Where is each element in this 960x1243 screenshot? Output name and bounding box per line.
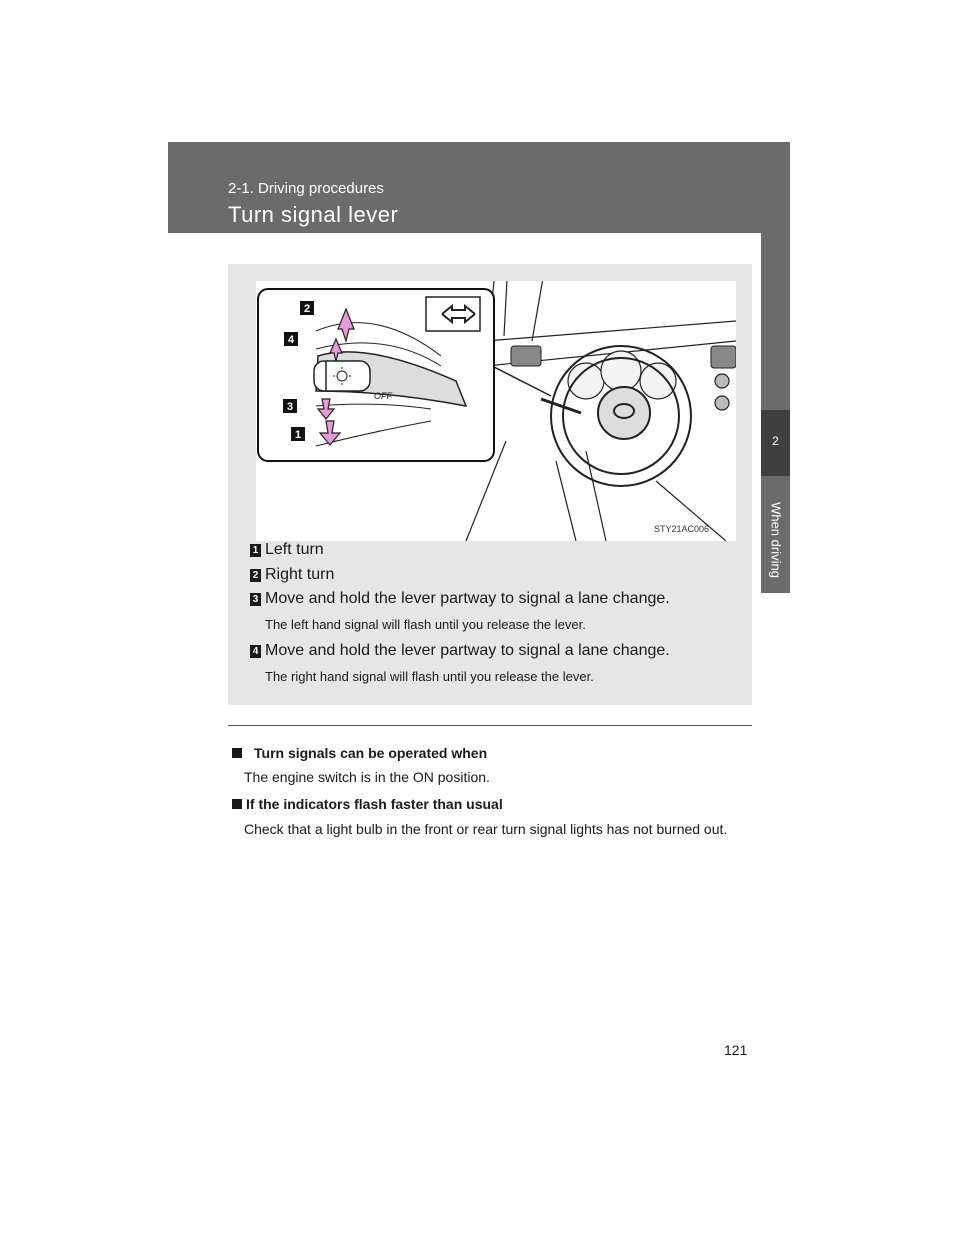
item-label: Move and hold the lever partway to signal a lane change. [265,590,670,607]
divider [228,725,752,726]
callout-4 [284,332,298,346]
page-number: 121 [724,1042,748,1058]
square-bullet-icon [232,799,242,809]
turn-signal-illustration [256,281,736,541]
note-body: Check that a light bulb in the front or rear turn signal lights has not burned out. [244,821,728,837]
svg-text:2: 2 [303,303,311,315]
item-left-turn [250,541,324,559]
item-note-left: The left hand signal will flash until you release the lever. [265,617,586,632]
note-heading: If the indicators flash faster than usual [232,796,503,812]
callout-2 [300,301,314,315]
chapter-header [168,142,790,233]
callout-1 [291,427,305,441]
item-badge: 4 [250,645,261,658]
section-label: 2-1. Driving procedures [228,180,384,197]
callout-3 [283,399,297,413]
item-badge: 1 [250,544,261,557]
item-label: Right turn [265,566,335,583]
lever-off-label: OFF [374,391,392,401]
item-badge: 3 [250,593,261,606]
chapter-number: 2 [772,434,779,448]
item-label: Move and hold the lever partway to signal a lane change. [265,642,670,659]
svg-text:1: 1 [294,429,302,441]
item-lane-change-left [250,590,670,608]
svg-text:3: 3 [286,401,294,413]
svg-text:4: 4 [287,334,295,346]
figure-code: STY21AC006 [654,524,710,534]
square-bullet-icon [232,748,242,758]
note-heading: Turn signals can be operated when [232,745,487,761]
illustration-svg [256,281,736,541]
item-lane-change-right [250,642,670,660]
note-body: The engine switch is in the ON position. [244,769,490,785]
item-label: Left turn [265,541,324,558]
item-note-right: The right hand signal will flash until you release the lever. [265,669,594,684]
page-title: Turn signal lever [228,202,399,227]
item-badge: 2 [250,569,261,582]
item-right-turn [250,566,334,584]
chapter-side-label: When driving [768,502,784,578]
